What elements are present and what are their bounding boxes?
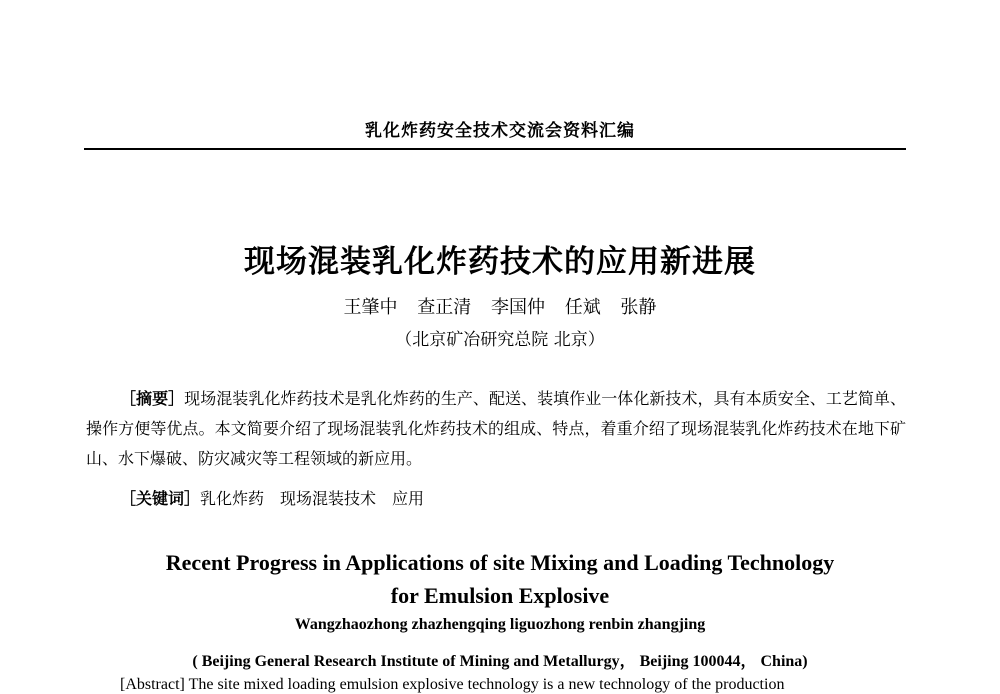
affiliation-en: ( Beijing General Research Institute of Mining and Metallurgy， Beijing 100044， China) <box>192 653 808 670</box>
paper-title-cn: 现场混装乳化炸药技术的应用新进展 <box>244 244 756 280</box>
keyword: 现场混装技术 <box>280 489 377 508</box>
affiliation-cn: （北京矿冶研究总院 北京） <box>395 330 605 350</box>
abstract-cn <box>86 384 906 474</box>
abstract-label: ［摘要］ <box>120 389 185 408</box>
abstract-text: 现场混装乳化炸药技术是乳化炸药的生产、配送、装填作业一体化新技术，具有本质安全、工艺简单、操作方便等优点。本文简要介绍了现场混装乳化炸药技术的组成、特点，着重介绍了现场混装乳化炸药技术在地下矿山、水下爆破、防灾减灾等工程领域的新应用。 <box>86 389 906 468</box>
header-rule <box>84 148 906 150</box>
abstract-en-start: [Abstract] The site mixed loading emulsion explosive technology is a new technology of the production <box>120 676 785 693</box>
paper-title-en <box>0 546 1000 612</box>
title-en-line-2: for Emulsion Explosive <box>390 583 610 608</box>
running-header: 乳化炸药安全技术交流会资料汇编 <box>365 121 635 141</box>
title-en-line-1: Recent Progress in Applications of site Mixing and Loading Technology <box>165 550 835 575</box>
authors-cn: 王肇中 查正清 李国仲 任斌 张静 <box>343 297 657 318</box>
authors-en: Wangzhaozhong zhazhengqing liguozhong renbin zhangjing <box>294 616 706 633</box>
keyword: 乳化炸药 <box>200 489 265 508</box>
keywords-label: ［关键词］ <box>120 489 201 508</box>
keyword: 应用 <box>392 489 425 508</box>
keywords-cn <box>120 486 900 509</box>
